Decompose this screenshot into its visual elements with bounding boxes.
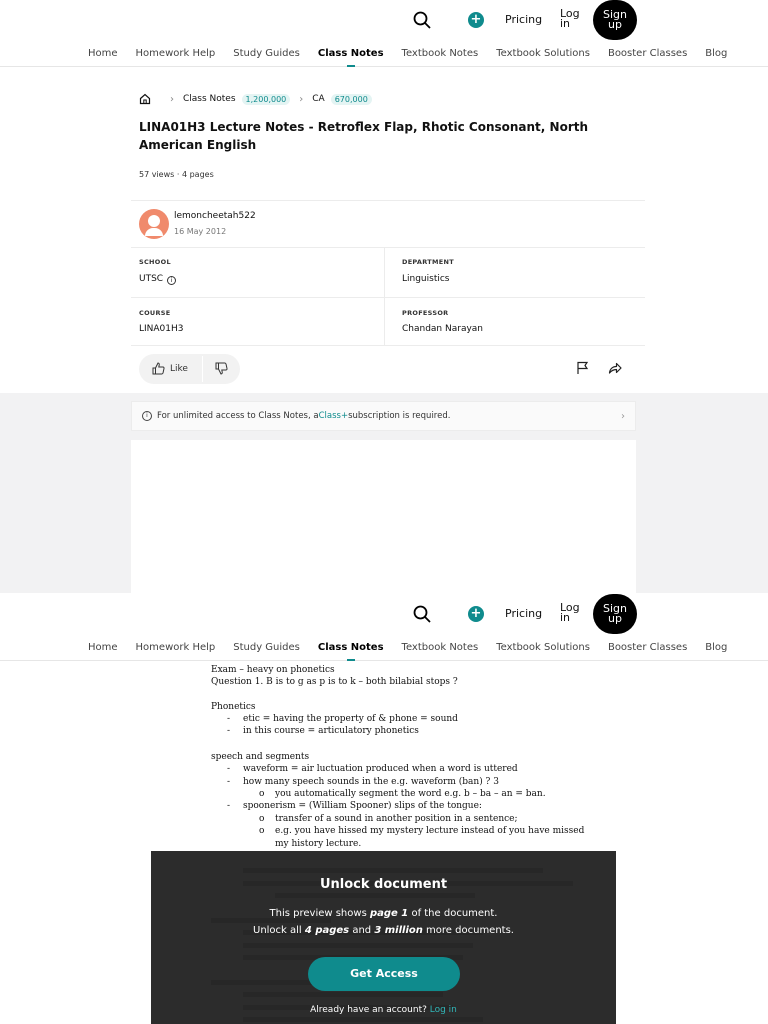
preview-line: Question 1. B is to g as p is to k – both bilabial stops ? (211, 677, 458, 687)
subscription-notice[interactable] (131, 401, 636, 431)
school-name[interactable]: UTSC (139, 274, 164, 284)
divider (384, 248, 385, 345)
top-header (0, 0, 768, 41)
school-label: SCHOOL (139, 258, 171, 266)
dash-bullet: - (227, 764, 231, 774)
divider (131, 200, 645, 201)
department-label: DEPARTMENT (402, 258, 454, 266)
rating-bar (139, 354, 240, 384)
nav-booster-classes[interactable]: Booster Classes (607, 47, 688, 59)
class-plus-link[interactable]: Class+ (318, 411, 349, 421)
signup-label: Sign up (603, 602, 627, 625)
avatar[interactable] (139, 209, 169, 239)
notice-text-after: subscription is required. (348, 411, 451, 421)
divider (131, 297, 645, 298)
nav-class-notes[interactable]: Class Notes (317, 641, 384, 653)
professor-label: PROFESSOR (402, 309, 449, 317)
unlock-text: This preview shows (269, 908, 370, 919)
dash-bullet: - (227, 726, 231, 736)
breadcrumb-class-notes[interactable]: Class Notes (183, 94, 236, 104)
course-value[interactable]: LINA01H3 (139, 324, 184, 334)
preview-line: my history lecture. (275, 839, 362, 849)
nav-home[interactable]: Home (88, 47, 118, 59)
divider (202, 356, 203, 382)
like-label: Like (170, 363, 188, 374)
breadcrumb (139, 93, 372, 105)
login-link[interactable]: Log in (560, 7, 580, 30)
home-icon[interactable] (139, 93, 151, 105)
login-link[interactable]: Log in (560, 601, 580, 624)
unlock-text: of the document. (408, 908, 498, 919)
breadcrumb-count: 1,200,000 (242, 94, 291, 105)
nav-home[interactable]: Home (88, 641, 118, 653)
nav-textbook-solutions[interactable]: Textbook Solutions (496, 641, 590, 653)
signup-label: Sign up (603, 8, 627, 31)
department-value[interactable]: Linguistics (402, 274, 450, 284)
nav-booster-classes[interactable]: Booster Classes (607, 641, 688, 653)
unlock-emphasis: 4 pages (304, 925, 350, 936)
circle-bullet: o (259, 789, 265, 799)
nav-study-guides[interactable]: Study Guides (233, 641, 300, 653)
nav-homework-help[interactable]: Homework Help (135, 641, 216, 653)
view-count: 57 views (139, 170, 175, 179)
preview-line: transfer of a sound in another position in a sentence; (275, 814, 518, 824)
preview-line: you automatically segment the word e.g. b – ba – an = ban. (275, 789, 546, 799)
dash-bullet: - (227, 714, 231, 724)
breadcrumb-count: 670,000 (331, 94, 372, 105)
notice-text-before: For unlimited access to Class Notes, a (157, 411, 319, 421)
dash-bullet: - (227, 801, 231, 811)
course-label: COURSE (139, 309, 171, 317)
add-icon[interactable]: + (468, 12, 484, 28)
unlock-text: and (349, 925, 375, 936)
preview-line: e.g. you have hissed my mystery lecture instead of you have missed (275, 826, 585, 836)
sticky-header (0, 594, 768, 635)
preview-line: Phonetics (211, 702, 256, 712)
dash-bullet: - (227, 777, 231, 787)
unlock-title: Unlock document (319, 877, 448, 892)
nav-blog[interactable]: Blog (705, 47, 728, 59)
nav-class-notes[interactable]: Class Notes (317, 47, 384, 59)
unlock-text: Unlock all (253, 925, 305, 936)
unlock-line-2 (151, 925, 616, 936)
flag-icon[interactable] (576, 361, 589, 375)
breadcrumb-region[interactable]: CA (312, 94, 325, 104)
share-icon[interactable] (608, 361, 622, 375)
unlock-line-1 (151, 908, 616, 919)
author-name[interactable]: lemoncheetah522 (174, 211, 256, 221)
page-count: 4 pages (181, 170, 214, 179)
nav-textbook-notes[interactable]: Textbook Notes (401, 641, 479, 653)
nav-homework-help[interactable]: Homework Help (135, 47, 216, 59)
doc-stats (139, 170, 214, 179)
document-page-blank (131, 440, 636, 593)
preview-line: speech and segments (211, 752, 310, 762)
pricing-link[interactable]: Pricing (505, 607, 543, 620)
thumbs-up-icon (152, 362, 165, 375)
search-icon[interactable] (413, 605, 431, 623)
add-icon[interactable]: + (468, 606, 484, 622)
circle-bullet: o (259, 814, 265, 824)
signup-button[interactable] (593, 594, 637, 634)
chevron-right-icon: › (299, 93, 304, 105)
upload-date: 16 May 2012 (174, 227, 227, 236)
nav-study-guides[interactable]: Study Guides (233, 47, 300, 59)
unlock-emphasis: 3 million (374, 925, 423, 936)
search-icon[interactable] (413, 11, 431, 29)
like-button[interactable] (152, 362, 188, 375)
pricing-link[interactable]: Pricing (505, 13, 543, 26)
preview-line: in this course = articulatory phonetics (243, 726, 419, 736)
preview-line: waveform = air luctuation produced when a word is uttered (243, 764, 518, 774)
unlock-text: more documents. (422, 925, 514, 936)
nav-textbook-notes[interactable]: Textbook Notes (401, 47, 479, 59)
nav-textbook-solutions[interactable]: Textbook Solutions (496, 47, 590, 59)
get-access-button[interactable]: Get Access (308, 957, 460, 991)
professor-value[interactable]: Chandan Narayan (402, 324, 484, 334)
divider (131, 345, 645, 346)
info-icon[interactable]: i (167, 276, 176, 285)
thumbs-down-icon[interactable] (215, 362, 228, 375)
chevron-right-icon: › (621, 410, 625, 422)
unlock-login-line (151, 1005, 616, 1015)
unlock-text: Already have an account? (310, 1005, 430, 1015)
school-value (139, 274, 176, 285)
circle-bullet: o (259, 826, 265, 836)
unlock-overlay (151, 851, 616, 1024)
chevron-right-icon: › (170, 93, 174, 105)
signup-button[interactable] (593, 0, 637, 40)
nav-blog[interactable]: Blog (705, 641, 728, 653)
preview-line: Exam – heavy on phonetics (211, 665, 335, 675)
sticky-nav (0, 634, 768, 661)
divider (131, 247, 645, 248)
main-nav (0, 40, 768, 67)
page-title: LINA01H3 Lecture Notes - Retroflex Flap, Rhotic Consonant, North American English (139, 120, 589, 152)
preview-line: how many speech sounds in the e.g. waveform (ban) ? 3 (243, 777, 499, 787)
login-link[interactable]: Log in (429, 1005, 457, 1015)
stats-separator: · (174, 170, 182, 179)
unlock-emphasis: page 1 (369, 908, 409, 919)
info-icon: i (142, 411, 152, 421)
preview-line: etic = having the property of & phone = sound (243, 714, 458, 724)
preview-line: spoonerism = (William Spooner) slips of the tongue: (243, 801, 482, 811)
